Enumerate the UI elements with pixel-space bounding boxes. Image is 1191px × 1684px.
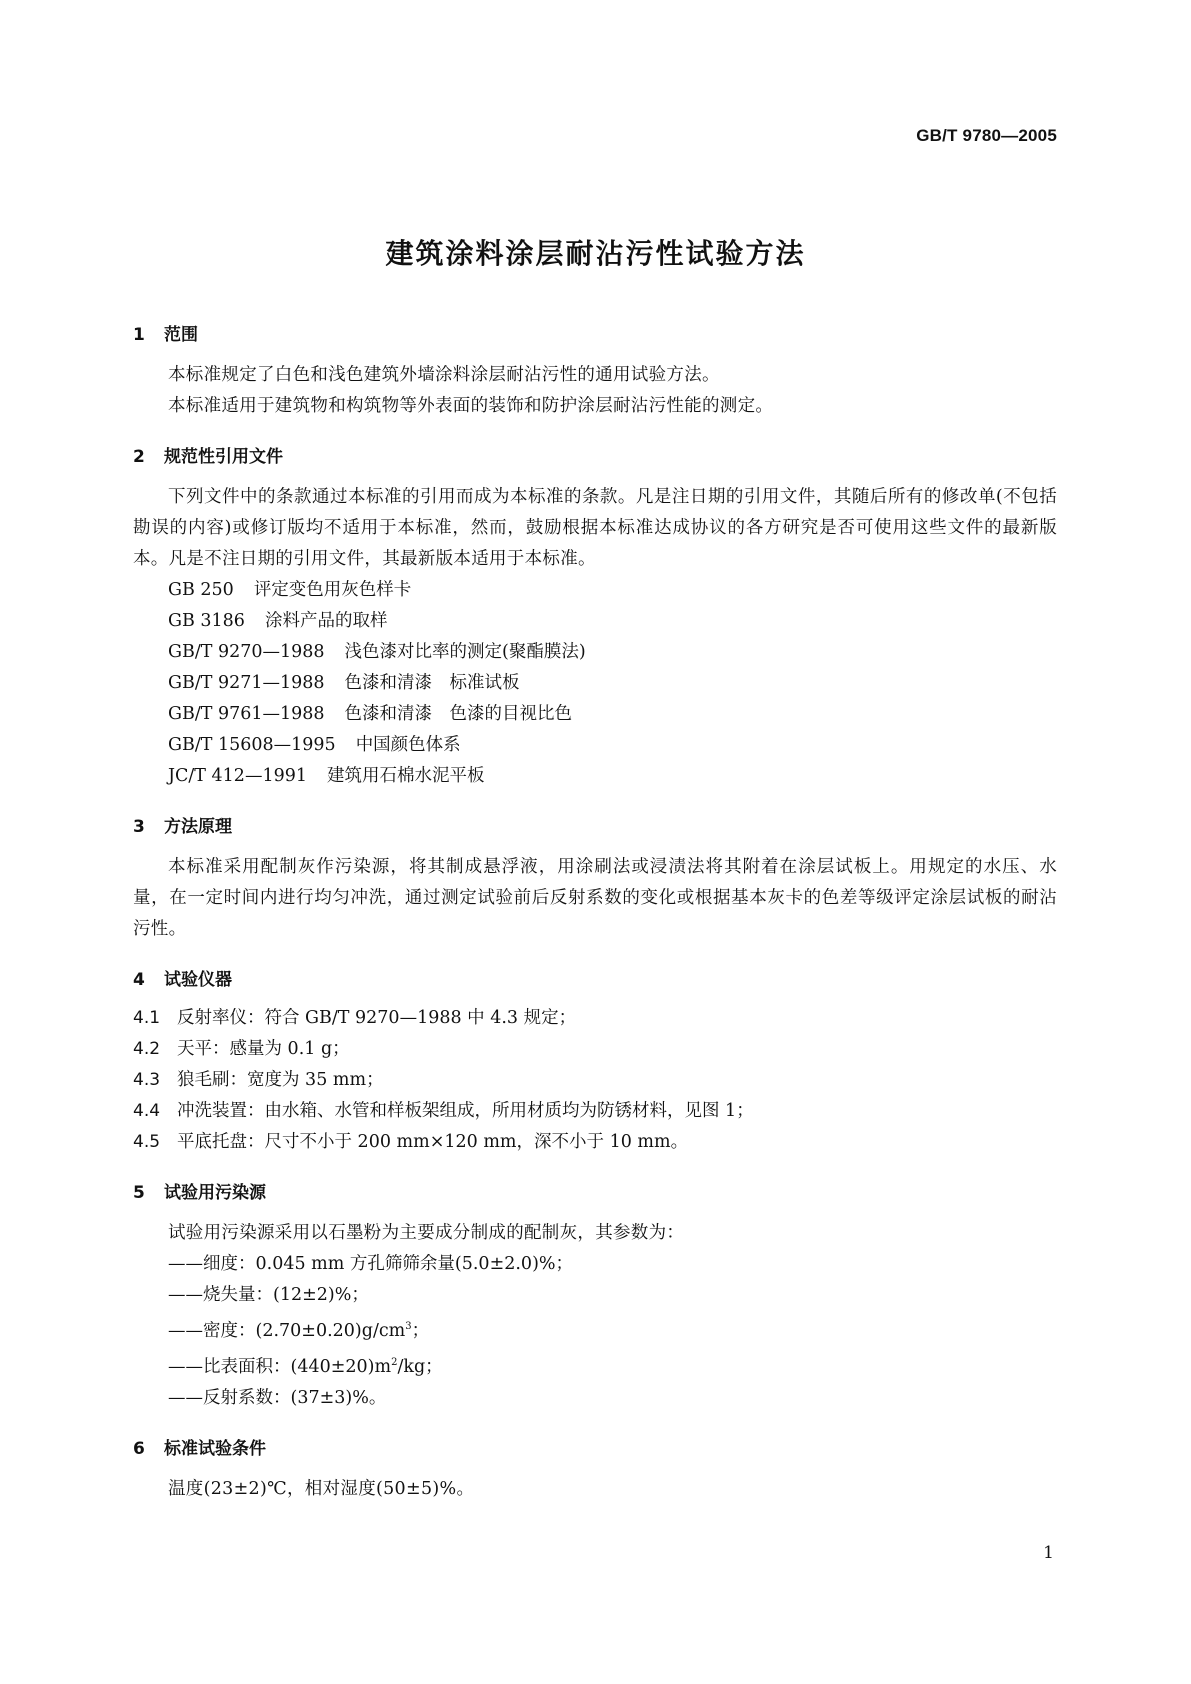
section-title: 方法原理 xyxy=(164,817,232,837)
apparatus-item xyxy=(133,1034,1057,1065)
section-1-para-1: 本标准规定了白色和浅色建筑外墙涂料涂层耐沾污性的通用试验方法。 xyxy=(168,365,720,385)
reference-code: JC/T 412—1991 xyxy=(168,766,307,786)
superscript: 2 xyxy=(391,1356,398,1368)
section-number: 1 xyxy=(133,325,145,345)
reference-item xyxy=(133,699,1057,730)
standard-code: GB/T 9780—2005 xyxy=(916,126,1057,145)
section-2-intro: 下列文件中的条款通过本标准的引用而成为本标准的条款。凡是注日期的引用文件，其随后所有的修改单(不包括勘误的内容)或修订版均不适用于本标准，然而，鼓励根据本标准达成协议的各方研究是否可使用这些文件的最新版本。凡是不注日期的引用文件，其最新版本适用于本标准。 xyxy=(133,487,1057,569)
reference-code: GB/T 9270—1988 xyxy=(168,642,325,662)
reference-title: 评定变色用灰色样卡 xyxy=(253,580,412,600)
item-text: 狼毛刷：宽度为 35 mm； xyxy=(177,1070,384,1090)
param-tail: /kg； xyxy=(397,1356,443,1377)
apparatus-item xyxy=(133,1096,1057,1127)
section-1-para-2: 本标准适用于建筑物和构筑物等外表面的装饰和防护涂层耐沾污性能的测定。 xyxy=(168,396,774,416)
reference-item xyxy=(133,761,1057,792)
reference-code: GB 3186 xyxy=(168,611,245,631)
param-tail: ； xyxy=(411,1320,430,1341)
section-3-para: 本标准采用配制灰作污染源，将其制成悬浮液，用涂刷法或浸渍法将其附着在涂层试板上。用规定的水压、水量，在一定时间内进行均匀冲洗，通过测定试验前后反射系数的变化或根据基本灰卡的色差等级评定涂层试板的耐沾污性。 xyxy=(133,857,1057,939)
reference-title: 色漆和清漆 标准试板 xyxy=(344,673,520,693)
reference-item xyxy=(133,668,1057,699)
section-number: 4 xyxy=(133,970,145,990)
item-number: 4.3 xyxy=(133,1070,161,1090)
contaminant-params xyxy=(133,1249,1057,1414)
section-number: 5 xyxy=(133,1183,145,1203)
item-text: 天平：感量为 0.1 g； xyxy=(177,1039,350,1059)
apparatus-item xyxy=(133,1003,1057,1034)
param-item: ——反射系数：(37±3)%。 xyxy=(168,1387,387,1408)
superscript: 3 xyxy=(405,1321,412,1332)
param-text: ——比表面积：(440±20)m xyxy=(168,1356,392,1377)
item-text: 平底托盘：尺寸不小于 200 mm×120 mm，深不小于 10 mm。 xyxy=(177,1132,689,1152)
reference-item xyxy=(133,637,1057,668)
reference-title: 涂料产品的取样 xyxy=(264,611,388,631)
apparatus-item xyxy=(133,1127,1057,1158)
page-number: 1 xyxy=(1043,1543,1054,1563)
reference-list xyxy=(133,575,1057,792)
section-number: 3 xyxy=(133,817,145,837)
apparatus-list xyxy=(133,1003,1057,1158)
reference-code: GB/T 15608—1995 xyxy=(168,735,336,755)
reference-code: GB/T 9271—1988 xyxy=(168,673,325,693)
document-body xyxy=(133,320,1057,1505)
section-title: 范围 xyxy=(164,325,198,345)
section-title: 试验用污染源 xyxy=(164,1183,266,1203)
reference-item xyxy=(133,575,1057,606)
section-2-heading xyxy=(133,442,1057,472)
reference-title: 浅色漆对比率的测定(聚酯膜法) xyxy=(344,642,586,662)
section-5-intro: 试验用污染源采用以石墨粉为主要成分制成的配制灰，其参数为： xyxy=(168,1223,685,1243)
document-title: 建筑涂料涂层耐沾污性试验方法 xyxy=(385,237,806,270)
reference-title: 中国颜色体系 xyxy=(355,735,461,755)
item-number: 4.2 xyxy=(133,1039,161,1059)
section-6-heading xyxy=(133,1434,1057,1464)
apparatus-item xyxy=(133,1065,1057,1096)
param-item xyxy=(133,1311,1057,1347)
reference-title: 色漆和清漆 色漆的目视比色 xyxy=(344,704,573,724)
section-5-heading xyxy=(133,1178,1057,1208)
section-number: 2 xyxy=(133,447,145,467)
param-item: ——细度：0.045 mm 方孔筛筛余量(5.0±2.0)%； xyxy=(168,1254,574,1274)
param-item xyxy=(133,1347,1057,1383)
section-title: 标准试验条件 xyxy=(164,1438,266,1459)
item-number: 4.4 xyxy=(133,1101,161,1121)
section-3-heading xyxy=(133,812,1057,842)
reference-code: GB 250 xyxy=(168,580,234,600)
section-title: 试验仪器 xyxy=(164,970,232,990)
item-number: 4.5 xyxy=(133,1132,161,1152)
item-text: 冲洗装置：由水箱、水管和样板架组成，所用材质均为防锈材料，见图 1； xyxy=(177,1101,754,1121)
section-6-para: 温度(23±2)℃，相对湿度(50±5)%。 xyxy=(168,1478,475,1499)
param-text: ——密度：(2.70±0.20)g/cm xyxy=(168,1320,406,1341)
reference-item xyxy=(133,730,1057,761)
section-4-heading xyxy=(133,965,1057,995)
section-1-heading xyxy=(133,320,1057,350)
reference-code: GB/T 9761—1988 xyxy=(168,704,325,724)
reference-item xyxy=(133,606,1057,637)
reference-title: 建筑用石棉水泥平板 xyxy=(326,766,485,786)
item-number: 4.1 xyxy=(133,1008,161,1028)
item-text: 反射率仪：符合 GB/T 9270—1988 中 4.3 规定； xyxy=(177,1008,577,1028)
section-number: 6 xyxy=(133,1438,145,1459)
param-item: ——烧失量：(12±2)%； xyxy=(168,1285,369,1305)
section-title: 规范性引用文件 xyxy=(164,447,283,467)
